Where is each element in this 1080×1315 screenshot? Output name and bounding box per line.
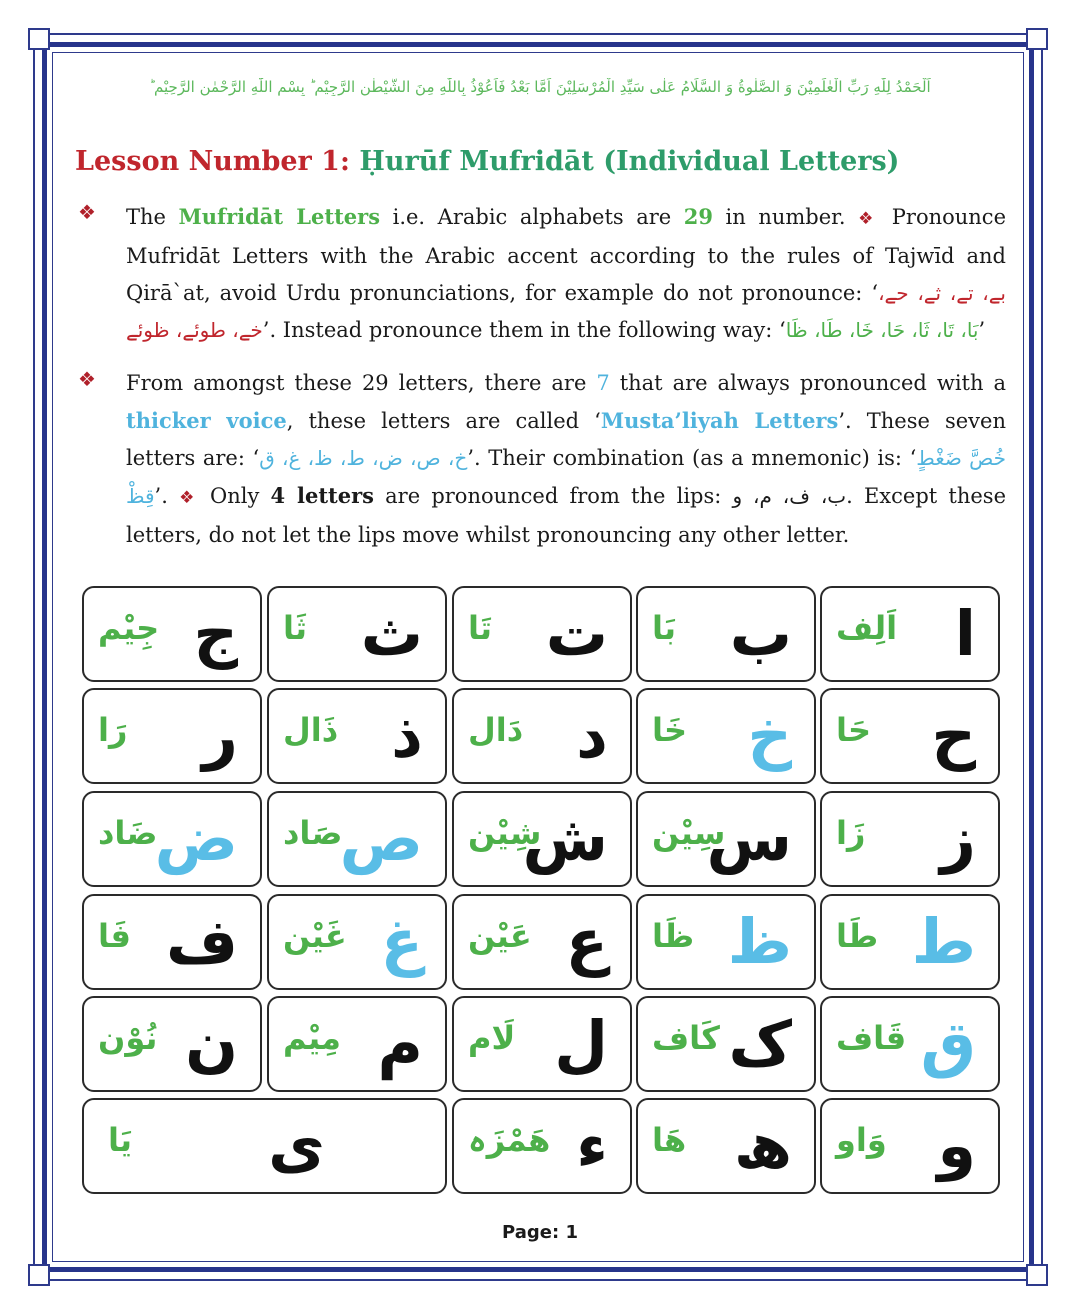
arabic-letter: س [706, 802, 792, 875]
letter-card [82, 894, 262, 990]
letter-name: کَاف [652, 1019, 720, 1057]
letter-name: ضَاد [98, 814, 158, 852]
letter-card [267, 688, 447, 784]
bullet-icon: ❖ [858, 209, 880, 229]
lesson-title [75, 146, 899, 177]
letter-card [452, 586, 632, 682]
opening-invocation: اَلْحَمْدُ لِلّٰهِ رَبِّ الْعٰلَمِیْنَ وَ الصَّلٰوةُ وَ السَّلَامُ عَلٰی سَیِّدِ الْمُرْسَلِیْنَ اَمَّا بَعْدُ فَاَعُوْذُ بِاللّٰهِ مِنَ الشَّیْطٰنِ الرَّجِیْمِ ؕ بِسْمِ اللّٰهِ الرَّحْمٰنِ الرَّحِیْمِ ؕ [149, 78, 931, 96]
letter-card [82, 791, 262, 887]
letter-card [452, 688, 632, 784]
arabic-letter: ء [576, 1109, 608, 1182]
arabic-letter: ن [185, 1007, 238, 1080]
arabic-letter: غ [380, 905, 423, 978]
letter-card [820, 894, 1000, 990]
letter-name: ذَال [283, 711, 339, 749]
lesson-number-label: Lesson Number 1: [75, 146, 350, 177]
arabic-letter: ج [193, 597, 238, 670]
arabic-letter: و [937, 1109, 976, 1182]
letter-name: جِیْم [98, 609, 160, 647]
border-corner-ornament [1026, 28, 1048, 50]
letter-name: زَا [836, 814, 866, 852]
letter-name: فَا [98, 917, 131, 955]
letter-card [267, 996, 447, 1092]
letter-name: صَاد [283, 814, 343, 852]
letter-card [636, 586, 816, 682]
lesson-heading: Ḥurūf Mufridāt (Individual Letters) [359, 146, 900, 177]
letter-name: وَاو [836, 1121, 887, 1159]
letter-card [452, 996, 632, 1092]
arabic-pronunciation-examples: بَا، تَا، ثَا، حَا، خَا، طَا، ظَا [785, 318, 979, 342]
letter-name: لَام [468, 1019, 516, 1057]
arabic-letter: ب [729, 597, 792, 670]
letter-name: طَا [836, 917, 879, 955]
letter-card [82, 1098, 447, 1194]
letter-name: ھَا [652, 1121, 687, 1159]
letter-card [636, 894, 816, 990]
letter-name: عَیْن [468, 917, 532, 955]
letter-card [820, 996, 1000, 1092]
letter-card [452, 894, 632, 990]
arabic-letter: ع [565, 905, 608, 978]
letter-name: غَیْن [283, 917, 347, 955]
arabic-letter: ح [931, 699, 976, 772]
arabic-letter: خ [747, 699, 792, 772]
urdu-pronunciation-examples: بے، تے، ثے، حے، خے، طوئے، ظوئے [126, 281, 1006, 342]
letter-card [636, 1098, 816, 1194]
paragraph-mufridat: The Mufridāt Letters i.e. Arabic alphabets are 29 in number. ❖ Pronounce Mufridāt Letters with the Arabic accent according to the rules of Tajwīd and Qirā`at, avoid Urdu pronunciations, for example do not pronounce: ‘بے، تے، ثے، حے، خے، طوئے، ظوئے’. Instead pronounce them in the following way: ‘بَا، تَا، ثَا، حَا، خَا، طَا، ظَا’ [126, 204, 1007, 342]
letter-card [82, 586, 262, 682]
letter-card [636, 791, 816, 887]
letter-name: بَا [652, 609, 677, 647]
letter-card [82, 688, 262, 784]
arabic-letter: ت [545, 597, 608, 670]
letter-name: خَا [652, 711, 688, 749]
arabic-letter: ھ [733, 1109, 792, 1182]
letter-name: رَا [98, 711, 128, 749]
letter-name: تَا [468, 609, 493, 647]
letter-name: دَال [468, 711, 524, 749]
letter-card [820, 1098, 1000, 1194]
letter-card [452, 791, 632, 887]
bullet-icon: ❖ [78, 367, 96, 391]
letter-name: نُوْن [98, 1019, 158, 1057]
arabic-letter: ط [911, 905, 976, 978]
letter-card [267, 894, 447, 990]
letter-card [820, 791, 1000, 887]
arabic-letter: ش [522, 802, 608, 875]
arabic-letter: ص [339, 802, 423, 875]
letter-name: ثَا [283, 609, 308, 647]
arabic-letter: ق [920, 1007, 976, 1080]
letter-card [267, 586, 447, 682]
letter-card [452, 1098, 632, 1194]
arabic-letter: د [576, 699, 608, 772]
letter-card [636, 996, 816, 1092]
mustaliyah-letters: خ، ص، ض، ط، ظ، غ، ق [259, 446, 468, 470]
arabic-letter: ظ [727, 905, 792, 978]
arabic-letter: ی [268, 1109, 325, 1182]
bullet-icon: ❖ [78, 200, 96, 224]
letter-name: سِیْن [652, 814, 726, 852]
letter-name: ظَا [652, 917, 695, 955]
bullet-icon: ❖ [179, 488, 199, 508]
letter-name: یَا [108, 1121, 133, 1159]
lip-letters: ب، ف، م، و [732, 484, 847, 508]
paragraph-mustaliyah: From amongst these 29 letters, there are 7 that are always pronounced with a thicker voice, these letters are called ‘Musta’liyah Letters’. These seven letters are: ‘خ، ص، ض، ط، ظ، غ، ق’. Their combination (as a mnemonic) is: ‘خُصَّ ضَغْطٍ قِظْ’. ❖ Only 4 letters are pronounced from the lips: ب، ف، م، و. Except these letters, do not let the lips move whilst pronouncing any other letter. [126, 371, 1007, 547]
border-corner-ornament [1026, 1264, 1048, 1286]
border-corner-ornament [28, 28, 50, 50]
arabic-letter: ر [202, 699, 238, 772]
letter-name: قَاف [836, 1019, 907, 1057]
page-number: Page: 1 [502, 1222, 578, 1243]
letter-name: شِیْن [468, 814, 542, 852]
arabic-letter: ز [940, 802, 976, 875]
letter-card [820, 688, 1000, 784]
letter-card [636, 688, 816, 784]
mnemonic-text: خُصَّ ضَغْطٍ قِظْ [126, 446, 1007, 508]
arabic-letter: ض [154, 802, 238, 875]
border-corner-ornament [28, 1264, 50, 1286]
letter-name: اَلِف [836, 609, 898, 647]
letter-card [82, 996, 262, 1092]
arabic-letter: ذ [391, 699, 423, 772]
letter-card [820, 586, 1000, 682]
letter-name: مِیْم [283, 1019, 341, 1057]
letter-name: ھَمْزَہ [468, 1121, 551, 1159]
arabic-letter: ل [554, 1007, 608, 1080]
letter-name: حَا [836, 711, 872, 749]
arabic-letter: ف [165, 905, 238, 978]
letter-card [267, 791, 447, 887]
arabic-letter: ث [360, 597, 423, 670]
arabic-letter: ک [728, 1007, 792, 1080]
arabic-letter: ا [954, 597, 976, 670]
arabic-letter: م [377, 1007, 423, 1080]
